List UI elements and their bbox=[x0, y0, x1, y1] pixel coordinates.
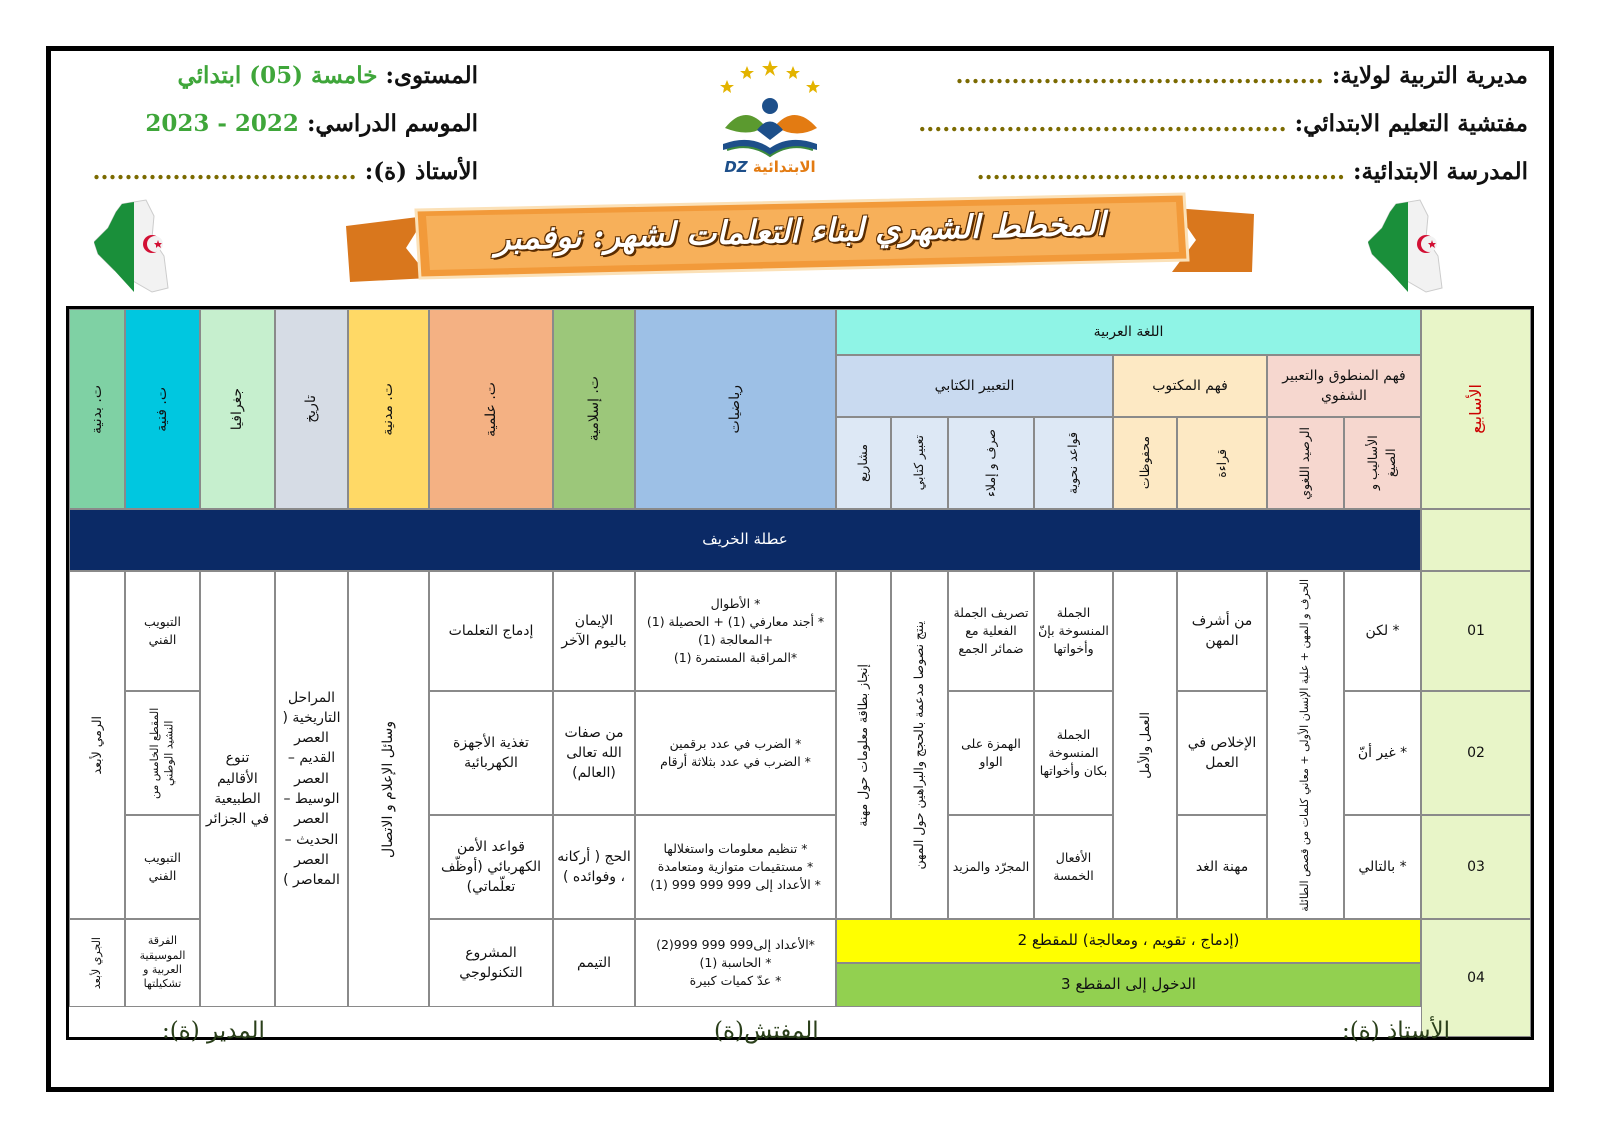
sub-projects: مشاريع bbox=[836, 417, 891, 509]
sub-morph: صرف و إملاء bbox=[948, 417, 1034, 509]
islamic-header: ت. إسلامية bbox=[553, 309, 635, 509]
grammar-week-3: الأفعال الخمسة bbox=[1034, 815, 1113, 919]
science-week-2: تغذية الأجهزة الكهربائية bbox=[429, 691, 553, 815]
week-03: 03 bbox=[1421, 815, 1531, 919]
footer-director: المدير (ة): bbox=[162, 1018, 265, 1044]
morph-week-3: المجرّد والمزيد bbox=[948, 815, 1034, 919]
integration-row: (إدماج ، تقويم ، ومعالجة) للمقطع 2 bbox=[836, 919, 1421, 963]
islamic-week-3: الحج ( أركانه ، وفوائده ) bbox=[553, 815, 635, 919]
reading-week-1: من أشرف المهن bbox=[1177, 571, 1267, 691]
math-week-3: * تنظيم معلومات واستغلالها * مستقيمات متوازية ومتعامدة * الأعداد إلى 999 999 999 (1) bbox=[635, 815, 836, 919]
science-week-1: إدماج التعلمات bbox=[429, 571, 553, 691]
algeria-map-flag-left bbox=[94, 198, 176, 294]
logo-text: الابتدائية bbox=[752, 158, 816, 176]
grammar-week-1: الجملة المنسوخة بإنّ وأخواتها bbox=[1034, 571, 1113, 691]
morph-week-1: تصريف الجملة الفعلية مع ضمائر الجمع bbox=[948, 571, 1034, 691]
sub-writing: تعبير كتابي bbox=[891, 417, 948, 509]
memorize-merged: العمل والأمل bbox=[1113, 571, 1177, 919]
weeks-header: الأسابيع bbox=[1421, 309, 1531, 509]
math-header: رياضيات bbox=[635, 309, 836, 509]
history-header: تاريخ bbox=[275, 309, 348, 509]
math-week-4: *الأعداد إلى999 999 999(2) * الحاسبة (1) * عدّ كميات كبيرة bbox=[635, 919, 836, 1007]
sub-styles: الأساليب و الصيغ bbox=[1344, 417, 1421, 509]
sub-grammar: قواعد نحوية bbox=[1034, 417, 1113, 509]
morph-week-2: الهمزة على الواو bbox=[948, 691, 1034, 815]
sub-memorize: محفوظات bbox=[1113, 417, 1177, 509]
oral-header: فهم المنطوق والتعبير الشفوي bbox=[1267, 355, 1421, 417]
holiday-row: عطلة الخريف bbox=[69, 509, 1421, 571]
reading-week-3: مهنة الغد bbox=[1177, 815, 1267, 919]
islamic-week-4: التيمم bbox=[553, 919, 635, 1007]
styles-week-2: * غير أنّ bbox=[1344, 691, 1421, 815]
styles-week-3: * بالتالي bbox=[1344, 815, 1421, 919]
sub-reading: قراءة bbox=[1177, 417, 1267, 509]
logo-brand: DZ bbox=[724, 158, 748, 176]
reading-week-2: الإخلاص في العمل bbox=[1177, 691, 1267, 815]
art-header: ت. فنية bbox=[125, 309, 200, 509]
weeks-holiday-cell bbox=[1421, 509, 1531, 571]
directorate-line: مديرية التربية لولاية: .............................................. bbox=[955, 62, 1528, 89]
geography-merged: تنوع الأقاليم الطبيعية في الجزائر bbox=[200, 571, 275, 1007]
civic-merged: وسائل الإعلام و الاتصال bbox=[348, 571, 429, 1007]
pe-week-4: الجري لأبعد bbox=[69, 919, 125, 1007]
islamic-week-1: الإيمان باليوم الآخر bbox=[553, 571, 635, 691]
week-02: 02 bbox=[1421, 691, 1531, 815]
footer-teacher: الأستاذ (ة): bbox=[1341, 1018, 1450, 1044]
writing-merged: ينتج نصوصا مدعمة بالحجج والبراهين حول المهن bbox=[891, 571, 948, 919]
school-logo bbox=[705, 58, 835, 184]
season-line: الموسم الدراسي: 2022 - 2023 bbox=[145, 110, 478, 137]
styles-week-1: * لكن bbox=[1344, 571, 1421, 691]
entry-row: الدخول إلى المقطع 3 bbox=[836, 963, 1421, 1007]
art-week-2: المقطع الخامس من النشيد الوطني bbox=[125, 691, 200, 815]
science-week-4: المشروع التكنولوجي bbox=[429, 919, 553, 1007]
art-week-3: التبويب الفني bbox=[125, 815, 200, 919]
level-line: المستوى: خامسة (05) ابتدائي bbox=[177, 62, 478, 89]
civic-header: ت. مدنية bbox=[348, 309, 429, 509]
math-week-2: * الضرب في عدد برقمين * الضرب في عدد بثلاثة أرقام bbox=[635, 691, 836, 815]
planning-table bbox=[66, 306, 1534, 1040]
inspectorate-line: مفتشية التعليم الابتدائي: .............................................. bbox=[918, 110, 1528, 137]
teacher-line: الأستاذ (ة): ................................. bbox=[92, 158, 478, 185]
islamic-week-2: من صفات الله تعالى (العالم) bbox=[553, 691, 635, 815]
geography-header: جغرافيا bbox=[200, 309, 275, 509]
week-04: 04 bbox=[1421, 919, 1531, 1037]
art-week-1: التبويب الفني bbox=[125, 571, 200, 691]
algeria-map-flag-right bbox=[1368, 198, 1450, 294]
art-week-4: الفرقة الموسيقية العربية و تشكيلتها bbox=[125, 919, 200, 1007]
pe-header: ت. بدنية bbox=[69, 309, 125, 509]
sub-vocab: الرصيد اللغوي bbox=[1267, 417, 1344, 509]
grammar-week-2: الجملة المنسوخة بكان وأخواتها bbox=[1034, 691, 1113, 815]
history-merged: المراحل التاريخية ( العصر القديم – العصر الوسيط – العصر الحديث – العصر المعاصر ) bbox=[275, 571, 348, 1007]
page-title: المخطط الشهري لبناء التعلمات لشهر: نوفمبر bbox=[494, 204, 1106, 258]
science-header: ت. علمية bbox=[429, 309, 553, 509]
arabic-header: اللغة العربية bbox=[836, 309, 1421, 355]
pe-merged: الرمي لأبعد bbox=[69, 571, 125, 919]
writing-header: التعبير الكتابي bbox=[836, 355, 1113, 417]
week-01: 01 bbox=[1421, 571, 1531, 691]
science-week-3: قواعد الأمن الكهربائي (أوظّف تعلّماتي) bbox=[429, 815, 553, 919]
school-line: المدرسة الابتدائية: .............................................. bbox=[976, 158, 1528, 185]
math-week-1: * الأطوال * أجند معارفي (1) + الحصيلة (1) +المعالجة (1) *المراقبة المستمرة (1) bbox=[635, 571, 836, 691]
footer-inspector: المفتش(ة) bbox=[714, 1018, 819, 1044]
projects-merged: إنجاز بطاقة معلومات حول مهنة bbox=[836, 571, 891, 919]
vocab-merged: الحرف و المهن + علية الإنسان الأولى + معاني كلمات من قصص الطائلة bbox=[1267, 571, 1344, 919]
reading-header: فهم المكتوب bbox=[1113, 355, 1267, 417]
